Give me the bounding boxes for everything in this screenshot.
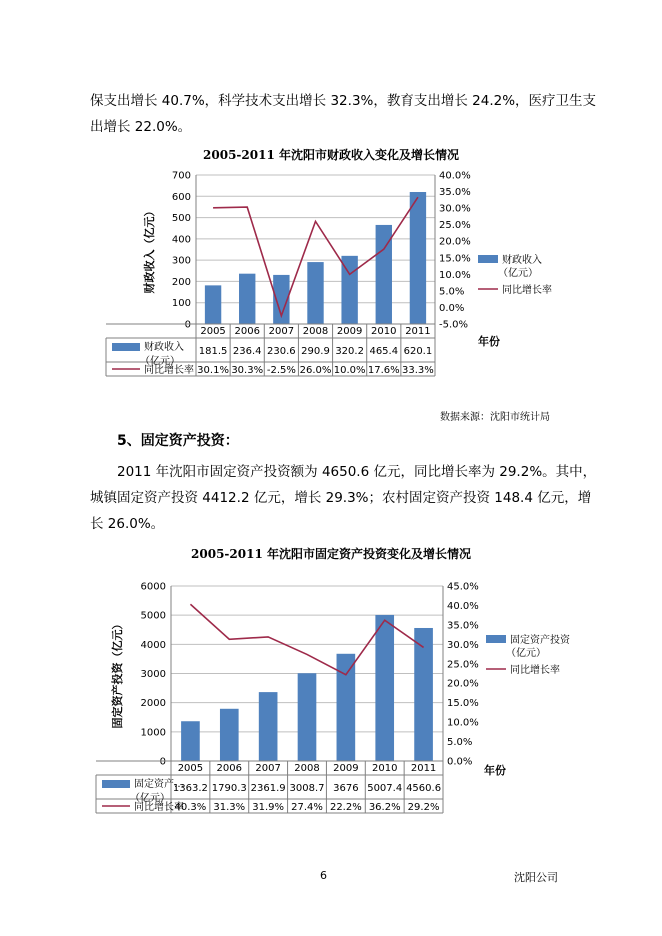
table-cell: 290.9: [301, 346, 330, 357]
table-bar-key: [112, 343, 140, 351]
table-cell: 30.1%: [197, 365, 229, 376]
bar: [205, 285, 221, 324]
y2-tick-label: 25.0%: [439, 220, 471, 232]
table-row-header: 财政收入: [144, 342, 184, 353]
legend-label: （亿元）: [498, 268, 538, 279]
x-axis-title: 年份: [484, 764, 506, 777]
body-text-line: 保支出增长 40.7%，科学技术支出增长 32.3%，教育支出增长 24.2%，医疗卫生支: [90, 93, 597, 109]
y2-tick-label: -5.0%: [439, 319, 469, 331]
y2-tick-label: 20.0%: [439, 236, 471, 248]
table-cell: -2.5%: [266, 365, 296, 376]
y2-tick-label: 0.0%: [447, 756, 473, 768]
chart1-title: 2005-2011 年沈阳市财政收入变化及增长情况: [203, 148, 459, 162]
y2-tick-label: 35.0%: [439, 187, 471, 199]
chart2: [0, 568, 662, 823]
bar: [375, 615, 394, 761]
x-tick-label: 2011: [410, 763, 437, 774]
bar: [239, 274, 255, 324]
table-cell: 5007.4: [367, 783, 403, 794]
y-tick-label: 0: [184, 319, 191, 331]
bar: [298, 673, 317, 761]
table-cell: 4560.6: [406, 783, 442, 794]
bar: [410, 192, 426, 324]
legend-label: 财政收入: [502, 255, 542, 266]
y-tick-label: 600: [171, 191, 191, 203]
y2-tick-label: 35.0%: [447, 620, 479, 632]
y2-tick-label: 5.0%: [447, 737, 473, 749]
legend-label: （亿元）: [506, 648, 546, 659]
x-tick-label: 2008: [302, 326, 329, 337]
x-tick-label: 2011: [405, 326, 431, 337]
body-text-line: 出增长 22.0%。: [90, 119, 192, 135]
y-tick-label: 400: [171, 234, 191, 246]
y2-tick-label: 30.0%: [439, 203, 471, 215]
table-cell: 31.3%: [213, 802, 246, 813]
x-tick-label: 2008: [294, 763, 320, 774]
table-cell: 236.4: [232, 346, 262, 357]
y2-tick-label: 40.0%: [439, 170, 471, 182]
y2-tick-label: 45.0%: [447, 581, 479, 593]
y-axis-title: 财政收入（亿元）: [143, 205, 156, 294]
y-tick-label: 300: [171, 255, 191, 267]
table-cell: 30.3%: [231, 365, 264, 376]
table-cell: 1790.3: [211, 783, 247, 794]
x-axis-title: 年份: [478, 335, 500, 348]
legend-bar-key: [478, 255, 498, 263]
table-cell: 10.0%: [333, 365, 366, 376]
y2-tick-label: 20.0%: [447, 678, 479, 690]
body-text-line: 2011 年沈阳市固定资产投资额为 4650.6 亿元，同比增长率为 29.2%。其中，: [117, 464, 597, 480]
bar: [220, 709, 239, 761]
table-cell: 181.5: [198, 346, 228, 357]
table-row-header: （亿元）: [140, 356, 180, 367]
table-row-header: 固定资产…: [134, 779, 184, 790]
table-cell: 2361.9: [250, 783, 286, 794]
x-tick-label: 2005: [200, 326, 226, 337]
table-cell: 620.1: [403, 346, 433, 357]
y2-tick-label: 0.0%: [439, 302, 465, 314]
y2-tick-label: 10.0%: [439, 269, 471, 281]
table-cell: 3008.7: [289, 783, 325, 794]
x-tick-label: 2009: [336, 326, 363, 337]
y-tick-label: 2000: [140, 698, 166, 710]
x-tick-label: 2006: [234, 326, 260, 337]
table-cell: 33.3%: [402, 365, 434, 376]
table-row-header: 同比增长率: [134, 802, 184, 813]
bar: [307, 262, 323, 324]
table-bar-key: [102, 780, 130, 788]
x-tick-label: 2010: [371, 326, 397, 337]
table-cell: 17.6%: [367, 365, 400, 376]
table-row-header: 同比增长率: [144, 365, 194, 376]
table-cell: 36.2%: [368, 802, 401, 813]
bar: [414, 628, 433, 761]
y-tick-label: 0: [159, 756, 166, 768]
body-text-line: 长 26.0%。: [90, 516, 165, 532]
source-note: 数据来源：沈阳市统计局: [440, 412, 550, 423]
table-cell: 22.2%: [329, 802, 362, 813]
y-tick-label: 6000: [140, 581, 166, 593]
x-tick-label: 2010: [371, 763, 398, 774]
table-cell: 465.4: [369, 346, 399, 357]
y2-tick-label: 15.0%: [439, 253, 471, 265]
x-tick-label: 2007: [268, 326, 295, 337]
table-cell: 29.2%: [407, 802, 440, 813]
page-number: 6: [320, 869, 327, 882]
body-text-line: 城镇固定资产投资 4412.2 亿元，增长 29.3%；农村固定资产投资 148.4 亿元，增: [90, 490, 592, 506]
y-tick-label: 700: [171, 170, 191, 182]
table-cell: 26.0%: [299, 365, 332, 376]
table-cell: 320.2: [335, 346, 364, 357]
legend-label: 同比增长率: [510, 665, 560, 676]
x-tick-label: 2009: [333, 763, 359, 774]
section-heading: 5、固定资产投资：: [117, 433, 239, 449]
y-tick-label: 200: [171, 276, 191, 288]
chart1: [0, 163, 662, 403]
table-cell: 40.3%: [174, 802, 207, 813]
y-tick-label: 5000: [140, 610, 166, 622]
legend-bar-key: [486, 635, 506, 643]
y-axis-title: 固定资产投资（亿元）: [111, 618, 124, 729]
x-tick-label: 2006: [216, 763, 243, 774]
y-tick-label: 3000: [140, 669, 166, 680]
chart2-title: 2005-2011 年沈阳市固定资产投资变化及增长情况: [191, 547, 471, 561]
footer-company: 沈阳公司: [514, 871, 558, 884]
y2-tick-label: 40.0%: [447, 600, 479, 612]
table-cell: 1363.2: [172, 783, 208, 794]
bar: [259, 692, 278, 761]
table-cell: 230.6: [267, 346, 296, 357]
table-cell: 31.9%: [252, 802, 285, 813]
y2-tick-label: 10.0%: [447, 717, 479, 729]
y-tick-label: 1000: [140, 727, 166, 739]
y-tick-label: 500: [171, 213, 191, 225]
table-cell: 3676: [333, 783, 359, 794]
y-tick-label: 100: [171, 298, 191, 310]
bar: [181, 721, 200, 761]
y2-tick-label: 15.0%: [447, 698, 479, 710]
y2-tick-label: 25.0%: [447, 659, 479, 671]
table-row-header: （亿元）: [130, 793, 170, 804]
legend-label: 固定资产投资: [510, 635, 570, 646]
y2-tick-label: 30.0%: [447, 639, 479, 651]
table-cell: 27.4%: [291, 802, 323, 813]
legend-label: 同比增长率: [502, 285, 552, 296]
y2-tick-label: 5.0%: [439, 286, 465, 298]
bar: [337, 654, 356, 761]
x-tick-label: 2007: [255, 763, 281, 774]
y-tick-label: 4000: [140, 639, 166, 651]
x-tick-label: 2005: [177, 763, 204, 774]
